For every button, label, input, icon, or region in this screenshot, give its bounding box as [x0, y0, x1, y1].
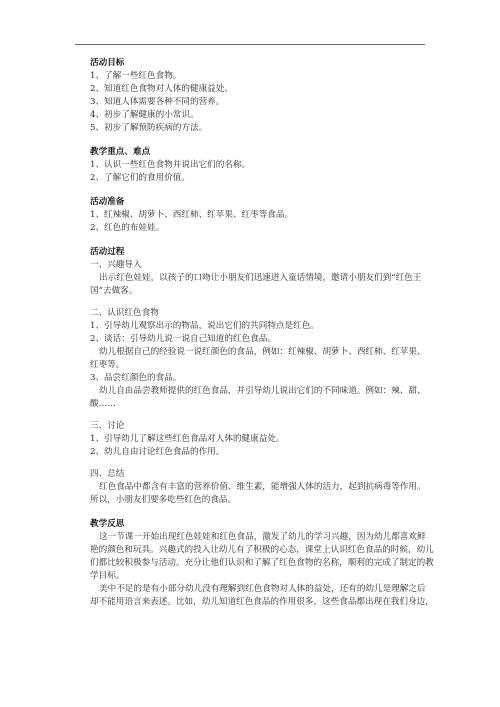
paragraph-line: 学目标。 [90, 571, 125, 581]
reflection-section [90, 518, 434, 609]
list-item: 1、红辣椒、胡萝卜、西红柿、红苹果、红枣等食品。 [90, 210, 294, 220]
subsection-heading: 四、总结 [90, 469, 125, 479]
paragraph-line: 所以，小朋友们要多吃些红色的食品。 [90, 495, 237, 505]
list-item: 1、了解一些红色食物。 [90, 71, 182, 81]
subsection-heading: 一、兴趣导入 [90, 260, 142, 270]
process-section [90, 246, 425, 507]
paragraph-line: 国”去做客。 [90, 286, 138, 296]
paragraph-line: 这一节课一开始出现红色娃娃和红色食品，激发了幼儿的学习兴趣，因为幼儿都喜欢鲜 [99, 532, 426, 542]
list-item: 3、知道人体需要各种不同的营养。 [90, 97, 225, 107]
list-item: 4、初步了解健康的小常识。 [90, 110, 199, 120]
paragraph-line: 酸…… [90, 399, 116, 409]
list-item: 3、品尝红颜色的食品。 [90, 373, 182, 383]
goals-section [90, 57, 425, 135]
subsection-heading: 三、讨论 [90, 421, 125, 431]
paragraph-line: 幼儿自由品尝教师提供的红色食品，并引导幼儿说出它们的不同味道。例如：辣、甜、 [99, 386, 426, 396]
section-title-process: 活动过程 [90, 247, 125, 257]
list-item: 1、认识一些红色食物并说出它们的名称。 [90, 160, 251, 170]
list-item: 1、引导幼儿了解这些红色食品对人体的健康益处。 [90, 434, 285, 444]
section-title-goals: 活动目标 [90, 58, 125, 68]
paragraph-line: 艳的颜色和玩具。兴趣式的投入让幼儿有了积极的心态，课堂上认识红色食品的时候，幼儿 [90, 545, 434, 555]
list-item: 5、初步了解预防疾病的方法。 [90, 123, 208, 133]
key-points-section [90, 146, 425, 185]
list-item: 2、知道红色食物对人体的健康益处。 [90, 84, 233, 94]
paragraph-line: 出示红色娃娃，以孩子的口吻让小朋友们迅速进入童话情境，邀请小朋友们到“红色王 [99, 273, 422, 283]
paragraph-line: 却不能用语言来表述。比如，幼儿知道红色食品的作用很多，这些食品都出现在我们身边， [90, 597, 434, 607]
list-item: 2、红色的布娃娃。 [90, 223, 165, 233]
list-item: 2、谈话：引导幼儿说一说自己知道的红色食品。 [90, 334, 276, 344]
section-title-reflection: 教学反思 [90, 519, 125, 529]
subsection-heading: 二、认识红色食物 [90, 308, 159, 318]
prep-section [90, 196, 425, 235]
list-item: 1、引导幼儿观察出示的物品，说出它们的共同特点是红色。 [90, 321, 319, 331]
list-item: 2、幼儿自由讨论红色食品的作用。 [90, 447, 225, 457]
paragraph-line: 美中不足的是有小部分幼儿没有理解到红色食物对人体的益处，还有的幼儿是理解之后 [99, 584, 426, 594]
section-title-key-points: 教学重点、难点 [90, 147, 151, 157]
header-rule [75, 44, 425, 45]
section-title-prep: 活动准备 [90, 197, 125, 207]
paragraph-line: 红枣等。 [90, 360, 125, 370]
list-item: 2、了解它们的食用价值。 [90, 173, 190, 183]
paragraph-line: 们都比较积极参与活动。充分让他们认识和了解了红色食物的名称，顺利的完成了制定的教 [90, 558, 434, 568]
paragraph-line: 红色食品中都含有丰富的营养价值、维生素，能增强人体的活力，起到抗病毒等作用。 [99, 482, 426, 492]
document-body [90, 57, 434, 609]
paragraph-line: 幼儿根据自己的经验说一说红颜色的食品，例如：红辣椒、胡萝卜、西红柿、红苹果、 [99, 347, 426, 357]
